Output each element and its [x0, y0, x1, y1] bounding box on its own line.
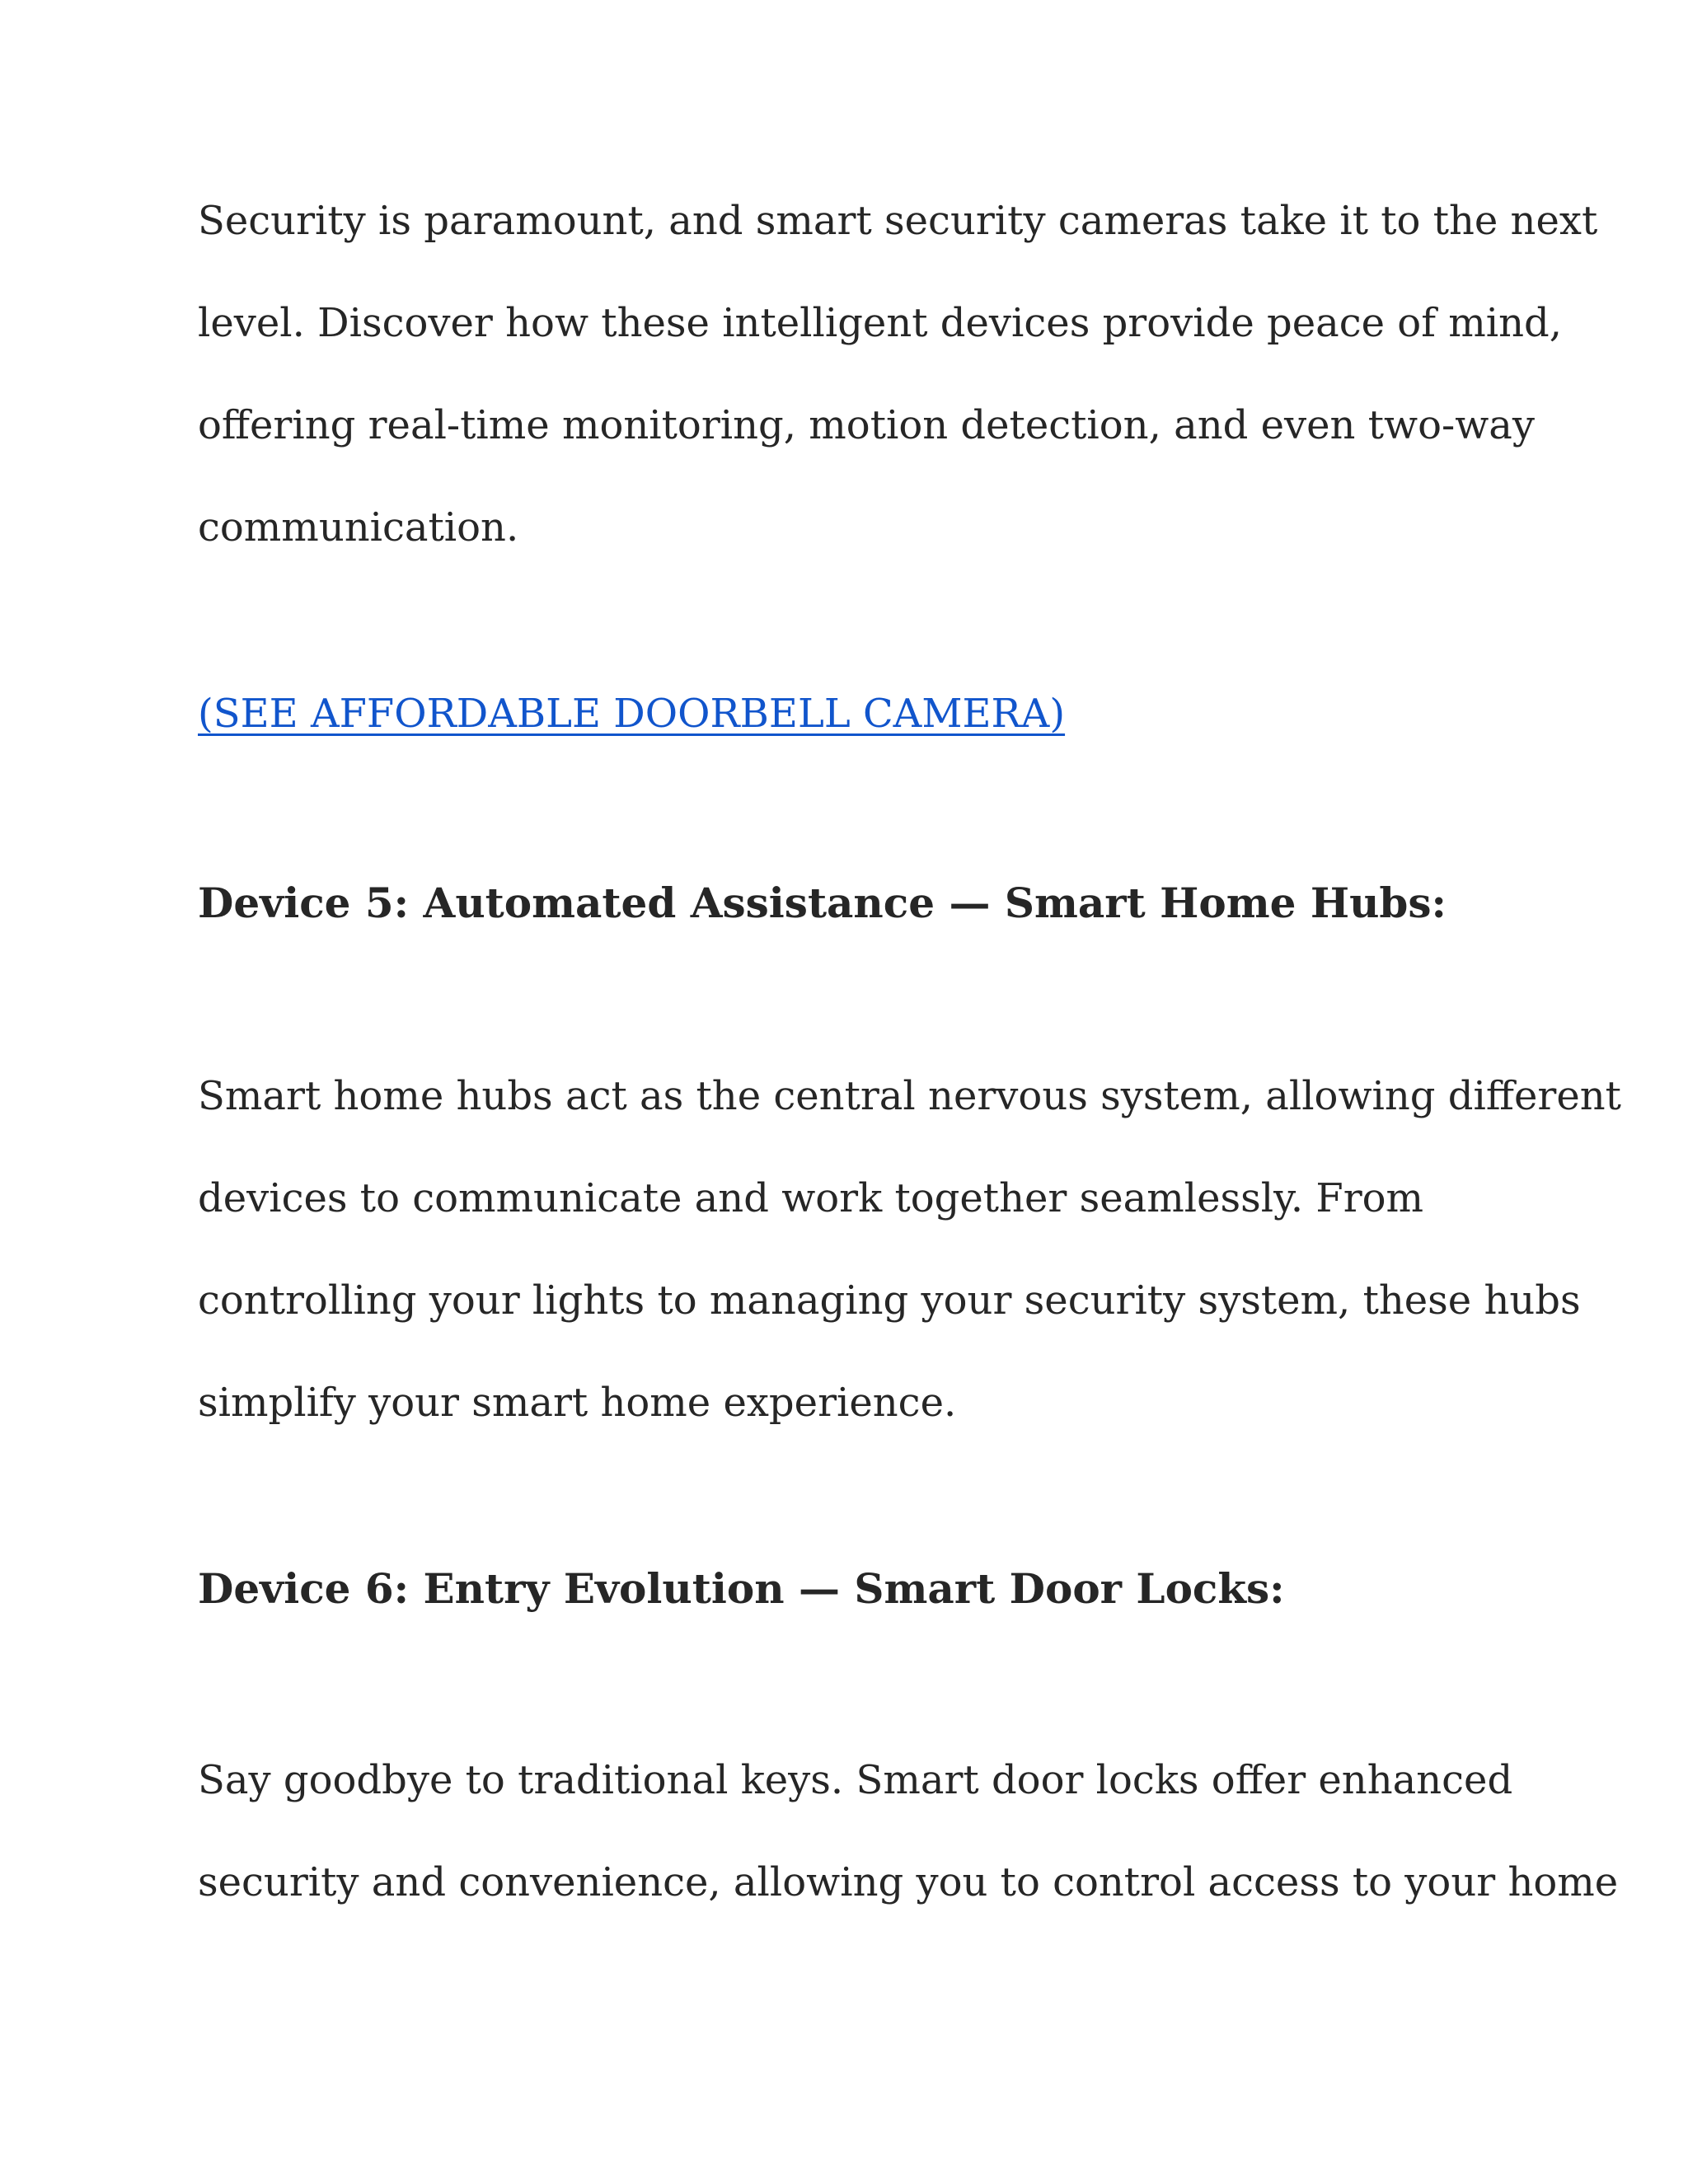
paragraph-line: Smart home hubs act as the central nervous system, allowing different: [198, 1073, 1621, 1119]
heading-device-6: Device 6: Entry Evolution — Smart Door Locks:: [198, 1564, 1285, 1613]
paragraph-line: controlling your lights to managing your security system, these hubs: [198, 1277, 1581, 1324]
paragraph-smart-home-hubs: [198, 1045, 1621, 1454]
paragraph-line: security and convenience, allowing you to control access to your home: [198, 1859, 1619, 1905]
heading-device-5: Device 5: Automated Assistance — Smart Home Hubs:: [198, 879, 1447, 927]
paragraph-line: Say goodbye to traditional keys. Smart door locks offer enhanced: [198, 1757, 1513, 1803]
paragraph-line: offering real-time monitoring, motion detection, and even two-way: [198, 402, 1536, 448]
doorbell-camera-link[interactable]: (SEE AFFORDABLE DOORBELL CAMERA): [198, 691, 1066, 737]
paragraph-security-cameras: [198, 170, 1598, 579]
paragraph-smart-door-locks: [198, 1729, 1619, 1933]
paragraph-line: communication.: [198, 504, 519, 551]
paragraph-line: simplify your smart home experience.: [198, 1380, 957, 1426]
paragraph-line: Security is paramount, and smart security cameras take it to the next: [198, 198, 1598, 244]
paragraph-line: level. Discover how these intelligent devices provide peace of mind,: [198, 300, 1562, 346]
paragraph-line: devices to communicate and work together seamlessly. From: [198, 1175, 1424, 1221]
